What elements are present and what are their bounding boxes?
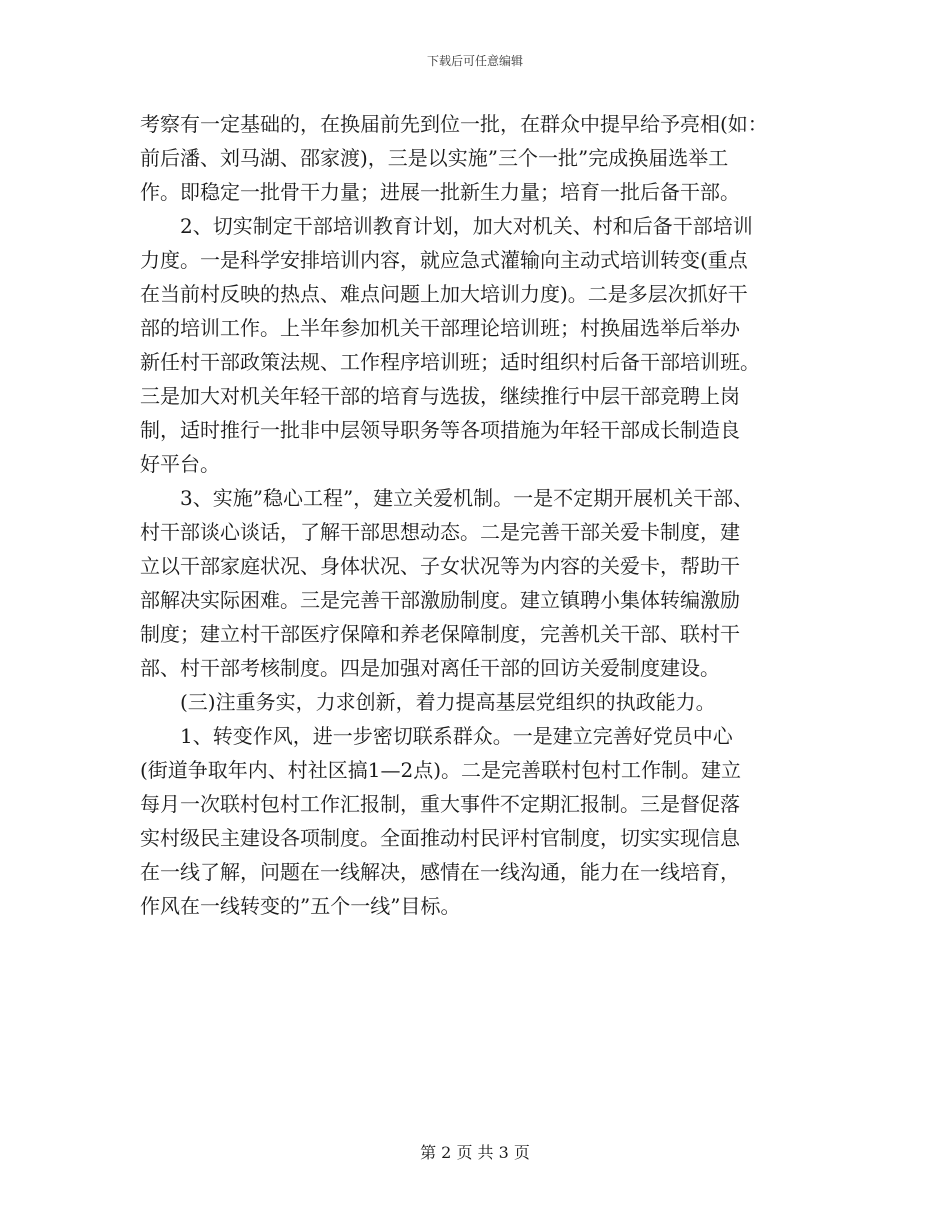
text-line: 实村级民主建设各项制度。全面推动村民评村官制度，切实实现信息 (140, 826, 740, 850)
text-line: 作风在一线转变的”五个一线”目标。 (140, 894, 461, 918)
text-line: 好平台。 (140, 452, 220, 476)
text-line: 前后潘、刘马湖、邵家渡)，三是以实施”三个一批”完成换届选举工 (140, 146, 729, 170)
text-line: 在一线了解，问题在一线解决，感情在一线沟通，能力在一线培育， (140, 860, 740, 884)
text-line: 考察有一定基础的，在换届前先到位一批，在群众中提早给予亮相(如： (140, 112, 768, 136)
text-line: 制度；建立村干部医疗保障和养老保障制度，完善机关干部、联村干 (140, 622, 740, 646)
text-line: 2、切实制定干部培训教育计划，加大对机关、村和后备干部培训 (140, 214, 753, 238)
text-line: 部解决实际困难。三是完善干部激励制度。建立镇聘小集体转编激励 (140, 588, 740, 612)
text-line: 在当前村反映的热点、难点问题上加大培训力度)。二是多层次抓好干 (140, 282, 748, 306)
text-line: 部、村干部考核制度。四是加强对离任干部的回访关爱制度建设。 (140, 656, 720, 680)
text-line: (街道争取年内、村社区搞1—2点)。二是完善联村包村工作制。建立 (140, 758, 742, 782)
page-header: 下载后可任意编辑 (426, 54, 523, 68)
section-heading: (三)注重务实，力求创新，着力提高基层党组织的执政能力。 (140, 690, 716, 714)
document-body (140, 107, 820, 923)
text-line: 三是加大对机关年轻干部的培育与选拔，继续推行中层干部竞聘上岗 (140, 384, 740, 408)
text-line: 立以干部家庭状况、身体状况、子女状况等为内容的关爱卡，帮助干 (140, 554, 740, 578)
page-number: 第 2 页 共 3 页 (420, 1143, 530, 1162)
text-line: 新任村干部政策法规、工作程序培训班；适时组织村后备干部培训班。 (140, 350, 760, 374)
text-line: 每月一次联村包村工作汇报制，重大事件不定期汇报制。三是督促落 (140, 792, 740, 816)
text-line: 1、转变作风，进一步密切联系群众。一是建立完善好党员中心 (140, 724, 733, 748)
text-line: 力度。一是科学安排培训内容，就应急式灌输向主动式培训转变(重点 (140, 248, 748, 272)
text-line: 制，适时推行一批非中层领导职务等各项措施为年轻干部成长制造良 (140, 418, 740, 442)
text-line: 村干部谈心谈话，了解干部思想动态。二是完善干部关爱卡制度，建 (140, 520, 740, 544)
text-line: 3、实施”稳心工程”，建立关爱机制。一是不定期开展机关干部、 (140, 486, 754, 510)
text-line: 作。即稳定一批骨干力量；进展一批新生力量；培育一批后备干部。 (140, 180, 740, 204)
text-line: 部的培训工作。上半年参加机关干部理论培训班；村换届选举后举办 (140, 316, 740, 340)
